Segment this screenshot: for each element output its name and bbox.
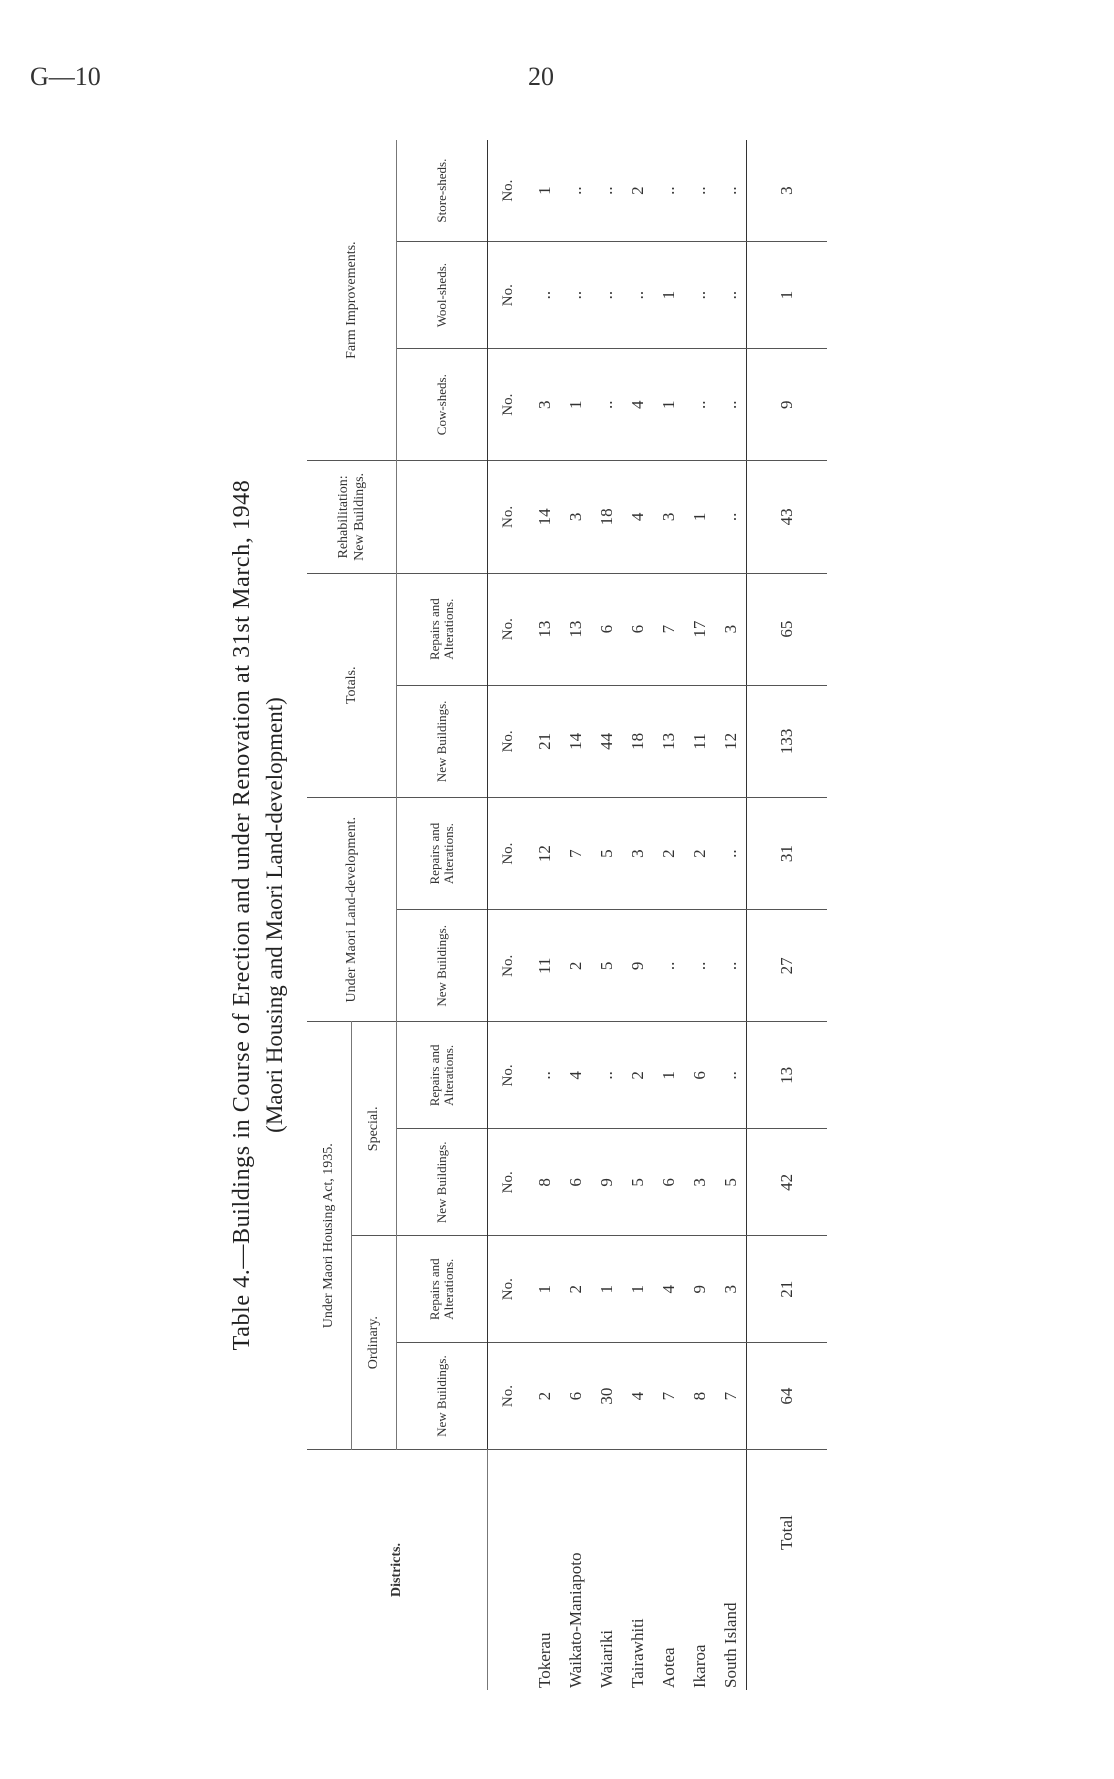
unit-label: No. <box>488 461 530 573</box>
cell: .. <box>715 1022 747 1129</box>
table-row <box>560 140 591 1690</box>
cell: .. <box>560 242 591 349</box>
total-cell: 13 <box>747 1022 827 1129</box>
cell: 4 <box>622 1343 653 1450</box>
cell: 6 <box>684 1022 715 1129</box>
cell: 4 <box>653 1236 684 1343</box>
cell: 11 <box>529 910 560 1022</box>
cell: 13 <box>653 685 684 797</box>
cell: 30 <box>591 1343 622 1450</box>
cell: 1 <box>684 461 715 573</box>
page-number: 20 <box>528 62 554 91</box>
cell: .. <box>715 910 747 1022</box>
cell: 2 <box>560 910 591 1022</box>
cell: 14 <box>529 461 560 573</box>
total-cell: 21 <box>747 1236 827 1343</box>
col-storesheds: Store-sheds. <box>397 140 488 242</box>
district-name: Ikaroa <box>689 1644 709 1688</box>
cell: 4 <box>622 349 653 461</box>
cell: 21 <box>529 685 560 797</box>
unit-label: No. <box>488 573 530 685</box>
cell: 7 <box>560 797 591 909</box>
unit-label: No. <box>488 910 530 1022</box>
col-ordinary-repairs: Repairs and Alterations. <box>397 1236 488 1343</box>
cell: .. <box>591 349 622 461</box>
col-landdev-repairs: Repairs and Alterations. <box>397 797 488 909</box>
cell: 2 <box>653 797 684 909</box>
cell: 13 <box>560 573 591 685</box>
cell: .. <box>684 242 715 349</box>
total-cell: 3 <box>747 140 827 242</box>
total-cell: 27 <box>747 910 827 1022</box>
cell: 18 <box>591 461 622 573</box>
cell: 9 <box>591 1129 622 1236</box>
table-row <box>622 140 653 1690</box>
cell: 17 <box>684 573 715 685</box>
table-row <box>591 140 622 1690</box>
cell: .. <box>653 140 684 242</box>
cell: 1 <box>622 1236 653 1343</box>
district-name: Waiariki <box>596 1629 616 1688</box>
cell: 8 <box>684 1343 715 1450</box>
district-name: Waikato-Maniapoto <box>565 1552 585 1688</box>
units-row <box>488 140 530 1690</box>
cell: 3 <box>622 797 653 909</box>
district-name: Aotea <box>658 1647 678 1688</box>
unit-label: No. <box>488 242 530 349</box>
cell: 3 <box>653 461 684 573</box>
unit-label: No. <box>488 1129 530 1236</box>
total-label: Total <box>747 1450 827 1691</box>
cell: .. <box>560 140 591 242</box>
table-row <box>653 140 684 1690</box>
cell: 7 <box>653 573 684 685</box>
cell: 3 <box>715 573 747 685</box>
cell: .. <box>715 140 747 242</box>
cell: 6 <box>622 573 653 685</box>
cell: 12 <box>715 685 747 797</box>
farm-improvements-header: Farm Improvements. <box>307 140 397 461</box>
cell: 7 <box>715 1343 747 1450</box>
unit-label: No. <box>488 797 530 909</box>
cell: .. <box>715 461 747 573</box>
cell: .. <box>715 349 747 461</box>
cell: 14 <box>560 685 591 797</box>
cell: 2 <box>684 797 715 909</box>
cell: 2 <box>622 140 653 242</box>
cell: 2 <box>622 1022 653 1129</box>
total-cell: 133 <box>747 685 827 797</box>
totals-header: Totals. <box>307 573 397 797</box>
cell: .. <box>591 140 622 242</box>
cell: 9 <box>622 910 653 1022</box>
col-totals-repairs: Repairs and Alterations. <box>397 573 488 685</box>
cell: 5 <box>591 797 622 909</box>
table-title: Table 4.—Buildings in Course of Erection and under Renovation at 31st March, 1948 <box>229 479 255 1351</box>
table-row <box>684 140 715 1690</box>
col-special-new: New Buildings. <box>397 1129 488 1236</box>
land-development-header: Under Maori Land-development. <box>307 797 397 1021</box>
cell: .. <box>684 910 715 1022</box>
cell: 9 <box>684 1236 715 1343</box>
housing-act-header: Under Maori Housing Act, 1935. <box>307 1022 352 1450</box>
special-header: Special. <box>352 1022 397 1236</box>
cell: .. <box>684 349 715 461</box>
page-code: G—10 <box>30 62 101 91</box>
buildings-table <box>307 140 827 1690</box>
cell: 4 <box>622 461 653 573</box>
cell: 18 <box>622 685 653 797</box>
cell: 11 <box>684 685 715 797</box>
units-blank <box>488 1450 530 1691</box>
total-cell: 43 <box>747 461 827 573</box>
unit-label: No. <box>488 685 530 797</box>
total-cell: 31 <box>747 797 827 909</box>
cell: .. <box>684 140 715 242</box>
cell: 5 <box>715 1129 747 1236</box>
cell: 6 <box>653 1129 684 1236</box>
unit-label: No. <box>488 1236 530 1343</box>
table-row <box>529 140 560 1690</box>
unit-label: No. <box>488 140 530 242</box>
rotated-table-stage <box>225 140 835 1690</box>
cell: 5 <box>622 1129 653 1236</box>
cell: 8 <box>529 1129 560 1236</box>
total-cell: 1 <box>747 242 827 349</box>
cell: 13 <box>529 573 560 685</box>
total-cell: 42 <box>747 1129 827 1236</box>
col-ordinary-new: New Buildings. <box>397 1343 488 1450</box>
cell: .. <box>715 242 747 349</box>
cell: 1 <box>653 242 684 349</box>
cell: 2 <box>560 1236 591 1343</box>
table-row <box>715 140 747 1690</box>
district-name: South Island <box>720 1602 740 1688</box>
cell: 6 <box>560 1343 591 1450</box>
table-subtitle: (Maori Housing and Maori Land-development) <box>262 697 287 1133</box>
cell: 3 <box>684 1129 715 1236</box>
ordinary-header: Ordinary. <box>352 1236 397 1450</box>
cell: 5 <box>591 910 622 1022</box>
cell: 7 <box>653 1343 684 1450</box>
col-totals-new: New Buildings. <box>397 685 488 797</box>
cell: .. <box>622 242 653 349</box>
col-special-repairs: Repairs and Alterations. <box>397 1022 488 1129</box>
col-woolsheds: Wool-sheds. <box>397 242 488 349</box>
cell: .. <box>529 242 560 349</box>
cell: .. <box>653 910 684 1022</box>
unit-label: No. <box>488 349 530 461</box>
unit-label: No. <box>488 1022 530 1129</box>
cell: 44 <box>591 685 622 797</box>
unit-label: No. <box>488 1343 530 1450</box>
col-rehab-blank <box>397 461 488 573</box>
district-name: Tairawhiti <box>627 1618 647 1688</box>
cell: 3 <box>715 1236 747 1343</box>
table-body <box>488 140 828 1690</box>
cell: 1 <box>529 140 560 242</box>
cell: 2 <box>529 1343 560 1450</box>
cell: 3 <box>529 349 560 461</box>
cell: .. <box>715 797 747 909</box>
cell: .. <box>591 242 622 349</box>
cell: 4 <box>560 1022 591 1129</box>
cell: 6 <box>560 1129 591 1236</box>
total-row <box>747 140 827 1690</box>
cell: 1 <box>560 349 591 461</box>
cell: 1 <box>591 1236 622 1343</box>
cell: 6 <box>591 573 622 685</box>
cell: 3 <box>560 461 591 573</box>
table-caption <box>225 140 300 1690</box>
cell: .. <box>591 1022 622 1129</box>
cell: 1 <box>653 1022 684 1129</box>
cell: 1 <box>529 1236 560 1343</box>
col-cowsheds: Cow-sheds. <box>397 349 488 461</box>
total-cell: 65 <box>747 573 827 685</box>
cell: .. <box>529 1022 560 1129</box>
district-name: Tokerau <box>534 1632 554 1688</box>
total-cell: 64 <box>747 1343 827 1450</box>
col-landdev-new: New Buildings. <box>397 910 488 1022</box>
cell: 1 <box>653 349 684 461</box>
rehabilitation-header: Rehabilitation: New Buildings. <box>307 461 397 573</box>
districts-header: Districts. <box>307 1450 488 1691</box>
cell: 12 <box>529 797 560 909</box>
total-cell: 9 <box>747 349 827 461</box>
